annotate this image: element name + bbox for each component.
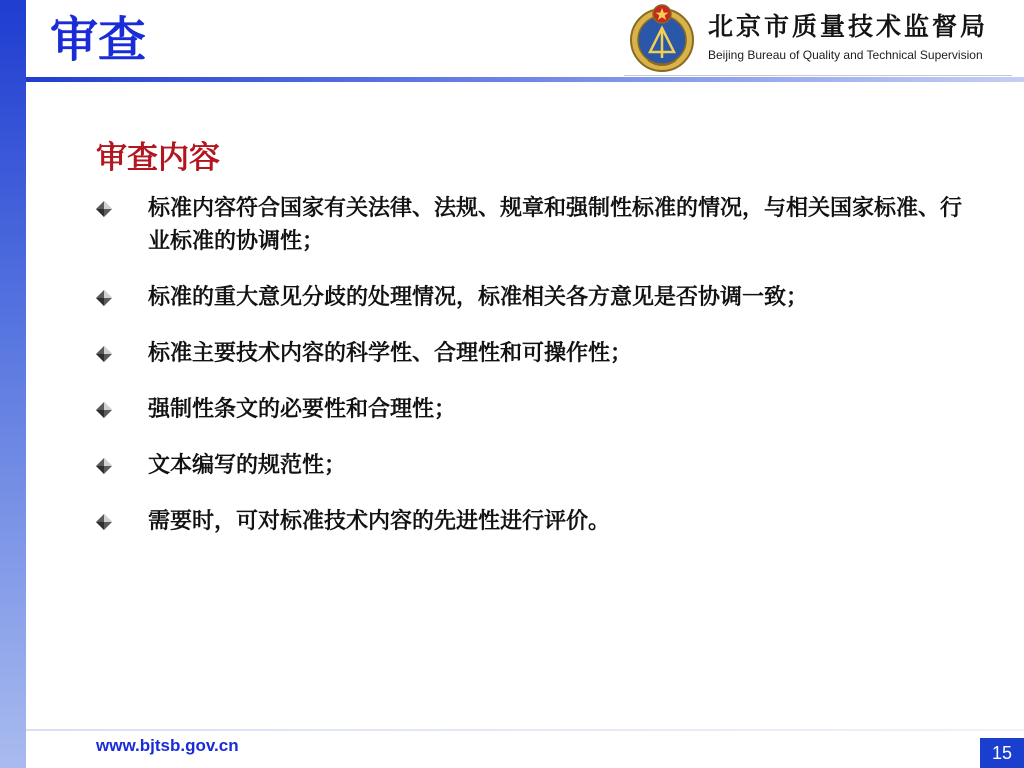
- list-item: [96, 393, 976, 426]
- logo-underline: [624, 75, 1012, 76]
- diamond-bullet-icon: [96, 290, 112, 306]
- diamond-bullet-icon: [96, 201, 112, 217]
- diamond-bullet-icon: [96, 458, 112, 474]
- list-item-text: 标准的重大意见分歧的处理情况，标准相关各方意见是否协调一致；: [148, 285, 809, 310]
- bureau-name-cn: 北京市质量技术监督局: [708, 12, 989, 41]
- bureau-name-en: Beijing Bureau of Quality and Technical Supervision: [708, 48, 983, 62]
- list-item: [96, 281, 976, 314]
- list-item: [96, 192, 976, 258]
- section-title: 审查内容: [96, 140, 220, 176]
- left-accent-bar: [0, 0, 26, 768]
- diamond-bullet-icon: [96, 402, 112, 418]
- bureau-logo: [624, 2, 1012, 76]
- review-content-list: [96, 192, 976, 561]
- list-item-text: 文本编写的规范性；: [148, 453, 347, 478]
- diamond-bullet-icon: [96, 514, 112, 530]
- slide-title: 审查: [50, 12, 147, 68]
- list-item-text: 标准主要技术内容的科学性、合理性和可操作性；: [148, 341, 633, 366]
- list-item: [96, 449, 976, 482]
- diamond-bullet-icon: [96, 346, 112, 362]
- list-item-text: 需要时，可对标准技术内容的先进性进行评价。: [148, 509, 611, 534]
- list-item: [96, 337, 976, 370]
- website-link[interactable]: www.bjtsb.gov.cn: [96, 736, 239, 755]
- header-divider: [26, 77, 1024, 82]
- page-number: 15: [980, 738, 1024, 768]
- footer-divider: [26, 729, 1024, 731]
- list-item-text: 强制性条文的必要性和合理性；: [148, 397, 457, 422]
- list-item: [96, 505, 976, 538]
- list-item-text: 标准内容符合国家有关法律、法规、规章和强制性标准的情况，与相关国家标准、行业标准的协调性；: [148, 196, 963, 254]
- emblem-icon: [628, 4, 696, 74]
